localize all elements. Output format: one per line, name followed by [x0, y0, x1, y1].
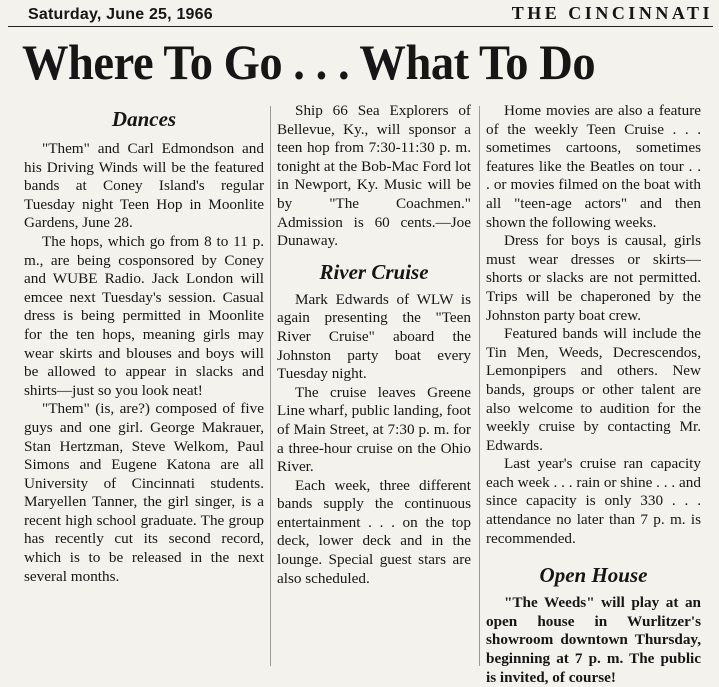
cruise-paragraph-6: Featured bands will include the Tin Men, Weeds, Decrescendos, Lemonpipers and others. New bands, groups or other talent are also welcome to audition for the weekly cruise by contacting Mr. Edwards. — [486, 325, 701, 454]
cruise-paragraph-4: Home movies are also a feature of the weekly Teen Cruise . . . sometimes cartoons, sometimes features like the Beatles on tour . . . or movies filmed on the boat with all "teen-age actors" and then shown the following weeks. — [486, 102, 701, 231]
newspaper-name: THE CINCINNATI — [511, 3, 713, 23]
cruise-paragraph-3: Each week, three different bands supply the continuous entertainment . . . on the top deck, lower deck and in the lounge. Special guest stars are also scheduled. — [277, 476, 471, 587]
cruise-paragraph-2: The cruise leaves Greene Line wharf, public landing, foot of Main Street, at 7:30 p. m. for a three-hour cruise on the Ohio River. — [277, 383, 472, 476]
dances-paragraph-4: Ship 66 Sea Explorers of Bellevue, Ky., will sponsor a teen hop from 7:30-11:30 p. m. tonight at the Bob-Mac Ford lot in Newport, Ky. Music will be by "The Coachmen." Admission is 60 cents.—Joe Dunaway. — [277, 102, 471, 250]
dances-heading: Dances — [111, 107, 177, 131]
column-1 — [24, 100, 264, 586]
column-2 — [277, 102, 471, 588]
masthead — [8, 0, 713, 27]
dances-paragraph-3: "Them" (is, are?) composed of five guys and one girl. George Makrauer, Stan Hertzman, Steve Welkom, Paul Simons and Eugene Katona are all University of Cincinnati students. Maryellen Tanner, the girl singer, is a recent high school graduate. The group has recently cut its second record, which is to be released in the next several months. — [24, 400, 264, 585]
column-divider — [479, 106, 480, 666]
dances-paragraph-1: "Them" and Carl Edmondson and his Driving Winds will be the featured bands at Coney Island's regular Tuesday night Teen Hop in Moonlite Gardens, June 28. — [24, 140, 264, 232]
issue-date: Saturday, June 25, 1966 — [28, 6, 213, 23]
cruise-paragraph-5: Dress for boys is causal, girls must wear dresses or skirts—shorts or slacks are not permitted. Trips will be chaperoned by the Johnston party boat crew. — [486, 232, 701, 324]
open-house-heading: Open House — [539, 563, 648, 588]
page-headline: Where To Go . . . What To Do — [22, 34, 596, 90]
cruise-paragraph-7: Last year's cruise ran capacity each week . . . rain or shine . . . and since capacity is only 330 . . . attendance no later than 7 p. m. is recommended. — [486, 455, 701, 547]
column-3 — [486, 102, 701, 687]
open-house-paragraph: "The Weeds" will play at an open house in Wurlitzer's showroom downtown Thursday, beginning at 7 p. m. The public is invited, of course! — [486, 594, 701, 686]
river-cruise-heading: River Cruise — [319, 259, 429, 284]
dances-paragraph-2: The hops, which go from 8 to 11 p. m., are being cosponsored by Coney and WUBE Radio. Jack London will emcee next Tuesday's session. Casual dress is being permitted in Moonlite for the ten hops, meaning girls may wear skirts and blouses and boys will be allowed to appear in slacks and shirts—just so you look neat! — [24, 232, 264, 399]
cruise-paragraph-1: Mark Edwards of WLW is again presenting the "Teen River Cruise" aboard the Johnston party boat every Tuesday night. — [277, 290, 471, 383]
column-divider — [270, 106, 271, 666]
article-columns — [0, 100, 719, 686]
